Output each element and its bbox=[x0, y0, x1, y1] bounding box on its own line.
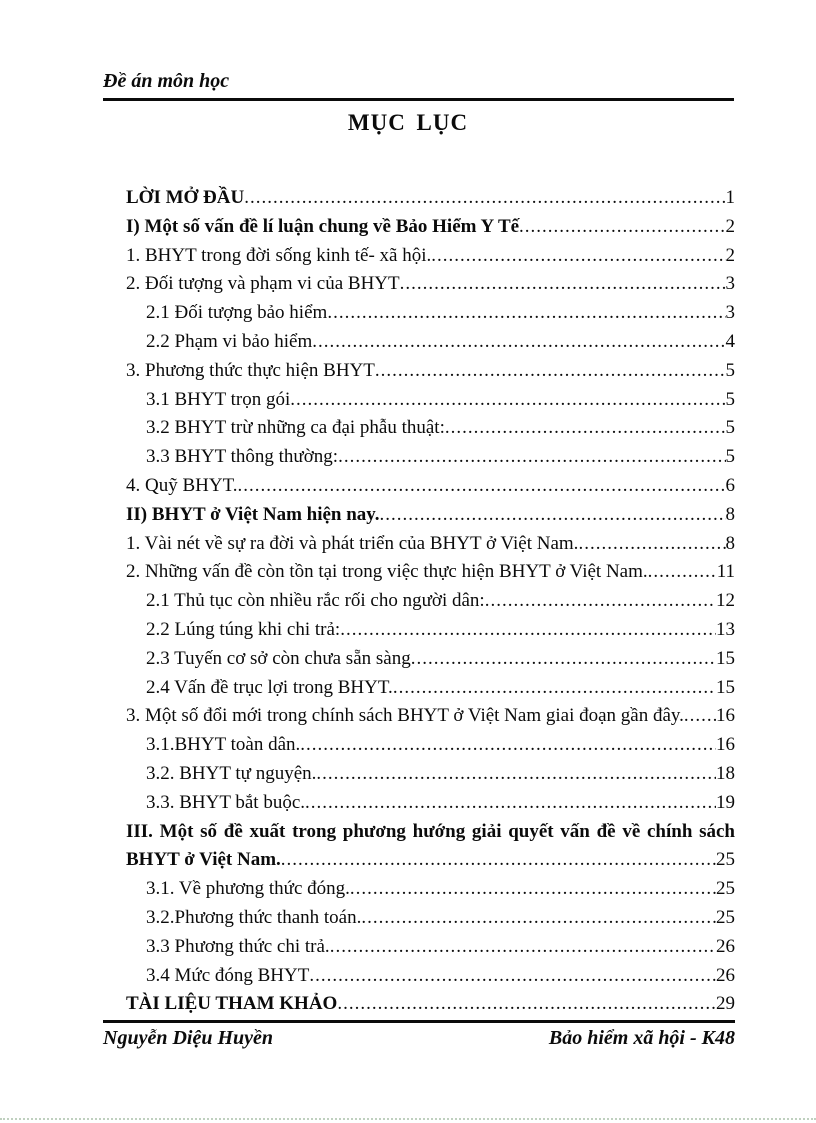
toc-entry bbox=[126, 702, 735, 731]
toc-page-number: 25 bbox=[716, 878, 735, 900]
toc-dot-leader bbox=[350, 875, 716, 904]
toc-dot-leader bbox=[380, 501, 726, 530]
toc-page-number: 26 bbox=[716, 964, 735, 986]
toc-entry bbox=[126, 789, 735, 818]
toc-page-number: 1 bbox=[725, 187, 735, 208]
toc-dot-leader bbox=[244, 184, 725, 213]
toc-entry bbox=[126, 242, 735, 271]
page-footer bbox=[103, 1020, 735, 1050]
toc-dot-leader bbox=[445, 414, 726, 443]
toc-page-number: 15 bbox=[716, 676, 735, 698]
toc-dot-leader bbox=[648, 558, 717, 587]
toc-entry bbox=[126, 933, 735, 962]
toc-page-number: 8 bbox=[725, 532, 735, 554]
toc-page-number: 12 bbox=[716, 590, 735, 612]
toc-entry-label: 3.2. BHYT tự nguyện. bbox=[146, 762, 317, 784]
toc-page-number: 8 bbox=[725, 503, 735, 525]
toc-page-number: 2 bbox=[725, 215, 735, 237]
toc-entry bbox=[126, 904, 735, 933]
toc-dot-leader bbox=[312, 328, 725, 357]
toc-dot-leader bbox=[300, 731, 716, 760]
toc-page-number: 5 bbox=[725, 417, 735, 439]
toc-page-number: 15 bbox=[716, 647, 735, 669]
toc-dot-leader bbox=[340, 616, 716, 645]
toc-page-number: 25 bbox=[716, 906, 735, 928]
toc-entry-label: 4. Quỹ BHYT. bbox=[126, 474, 238, 496]
toc-page-number: 25 bbox=[716, 849, 735, 871]
toc-entry-label: 2. Đối tượng và phạm vi của BHYT bbox=[126, 273, 400, 295]
toc-entry-label: 3.3. BHYT bắt buộc. bbox=[146, 791, 306, 813]
toc-entry bbox=[126, 616, 735, 645]
toc-page-number: 4 bbox=[725, 330, 735, 352]
toc-entry-label: 3.1 BHYT trọn gói bbox=[146, 388, 291, 410]
toc-entry bbox=[126, 731, 735, 760]
toc-entry-label: 3.2.Phương thức thanh toán. bbox=[146, 906, 362, 928]
toc-page-number: 19 bbox=[716, 791, 735, 813]
toc-entry-label: LỜI MỞ ĐẦU bbox=[126, 187, 245, 208]
toc-page-number: 16 bbox=[716, 734, 735, 756]
toc-entry-label: 1. Vài nét về sự ra đời và phát triển của BHYT ở Việt Nam. bbox=[126, 532, 579, 554]
toc-entry bbox=[126, 587, 735, 616]
toc-entry-label: II) BHYT ở Việt Nam hiện nay. bbox=[126, 503, 380, 525]
toc-entry-label: 2.4 Vấn đề trục lợi trong BHYT. bbox=[146, 676, 393, 698]
toc-dot-leader bbox=[305, 789, 716, 818]
toc-entry-label: 3.3 Phương thức chi trả. bbox=[146, 935, 330, 957]
toc-entry-label: 3.1. Về phương thức đóng. bbox=[146, 878, 350, 900]
toc-entry bbox=[126, 501, 735, 530]
toc-entry bbox=[126, 875, 735, 904]
toc-entry-label: TÀI LIỆU THAM KHẢO bbox=[126, 993, 338, 1015]
toc-page-number: 13 bbox=[716, 618, 735, 640]
toc-entry-label: 3.4 Mức đóng BHYT bbox=[146, 964, 310, 986]
page-boundary-dotted-line bbox=[0, 1118, 816, 1120]
toc-entry-label: 1. BHYT trong đời sống kinh tế- xã hội. bbox=[126, 244, 432, 266]
toc-dot-leader bbox=[290, 386, 725, 415]
toc-dot-leader bbox=[238, 472, 726, 501]
table-of-contents bbox=[126, 184, 735, 1019]
toc-page-number: 3 bbox=[725, 302, 735, 324]
toc-entry bbox=[126, 270, 735, 299]
toc-entry bbox=[126, 472, 735, 501]
toc-entry-label: 2.1 Thủ tục còn nhiều rắc rối cho người dân: bbox=[146, 590, 485, 612]
toc-dot-leader bbox=[338, 443, 725, 472]
toc-entry-label: 3.1.BHYT toàn dân. bbox=[146, 734, 301, 756]
toc-dot-leader bbox=[578, 530, 725, 559]
toc-dot-leader bbox=[684, 702, 716, 731]
toc-entry bbox=[126, 645, 735, 674]
toc-page-number: 18 bbox=[716, 762, 735, 784]
toc-page-number: 3 bbox=[725, 273, 735, 295]
header-course-label: Đề án môn học bbox=[103, 70, 230, 92]
page-header bbox=[103, 70, 734, 101]
toc-entry bbox=[126, 357, 735, 386]
toc-entry bbox=[126, 386, 735, 415]
toc-entry-label: 3. Phương thức thực hiện BHYT bbox=[126, 359, 375, 381]
toc-entry-label: I) Một số vấn đề lí luận chung về Bảo Hiểm Y Tế bbox=[126, 215, 520, 237]
toc-page-number: 5 bbox=[725, 446, 735, 468]
toc-entry-label: 3. Một số đổi mới trong chính sách BHYT ở Việt Nam giai đoạn gần đây. bbox=[126, 705, 684, 727]
toc-dot-leader bbox=[327, 299, 725, 328]
toc-entry bbox=[126, 558, 735, 587]
toc-entry bbox=[126, 530, 735, 559]
toc-entry bbox=[126, 328, 735, 357]
toc-dot-leader bbox=[411, 645, 716, 674]
toc-entry-label: BHYT ở Việt Nam. bbox=[126, 849, 281, 871]
toc-page-number: 5 bbox=[725, 388, 735, 410]
toc-entry bbox=[126, 184, 735, 213]
toc-dot-leader bbox=[281, 846, 716, 875]
toc-entry-label: 2.2 Lúng túng khi chi trả: bbox=[146, 618, 341, 640]
toc-page-number: 26 bbox=[716, 935, 735, 957]
toc-dot-leader bbox=[361, 904, 716, 933]
toc-dot-leader bbox=[519, 213, 725, 242]
toc-page-number: 5 bbox=[725, 359, 735, 381]
toc-dot-leader bbox=[337, 990, 716, 1019]
toc-entry bbox=[126, 213, 735, 242]
toc-dot-leader bbox=[485, 587, 716, 616]
toc-entry-label: 3.3 BHYT thông thường: bbox=[146, 446, 339, 468]
toc-entry bbox=[126, 760, 735, 789]
toc-entry bbox=[126, 443, 735, 472]
toc-entry bbox=[126, 846, 735, 875]
toc-dot-leader bbox=[316, 760, 716, 789]
toc-dot-leader bbox=[309, 962, 716, 991]
toc-page-number: 2 bbox=[725, 244, 735, 266]
toc-page-number: 29 bbox=[716, 993, 735, 1015]
footer-author: Nguyễn Diệu Huyền bbox=[103, 1027, 273, 1049]
toc-page-number: 6 bbox=[725, 474, 735, 496]
toc-dot-leader bbox=[393, 674, 716, 703]
toc-entry-label: III. Một số đề xuất trong phương hướng giải quyết vấn đề về chính sách bbox=[126, 820, 735, 842]
toc-entry bbox=[126, 674, 735, 703]
toc-dot-leader bbox=[400, 270, 726, 299]
toc-dot-leader bbox=[431, 242, 725, 271]
page-title: MỤC LỤC bbox=[347, 110, 469, 135]
toc-entry bbox=[126, 990, 735, 1019]
toc-dot-leader bbox=[330, 933, 716, 962]
footer-class: Bảo hiểm xã hội - K48 bbox=[548, 1027, 735, 1049]
toc-entry-label: 2.1 Đối tượng bảo hiểm bbox=[146, 302, 328, 324]
toc-entry bbox=[126, 414, 735, 443]
toc-entry bbox=[126, 962, 735, 991]
toc-page-number: 16 bbox=[716, 705, 735, 727]
toc-entry-label: 3.2 BHYT trừ những ca đại phẫu thuật: bbox=[146, 417, 445, 439]
toc-dot-leader bbox=[375, 357, 726, 386]
toc-entry-label: 2.2 Phạm vi bảo hiểm bbox=[146, 330, 313, 352]
toc-entry bbox=[126, 818, 735, 847]
toc-entry bbox=[126, 299, 735, 328]
toc-entry-label: 2.3 Tuyến cơ sở còn chưa sẵn sàng bbox=[146, 647, 411, 669]
toc-entry-label: 2. Những vấn đề còn tồn tại trong việc thực hiện BHYT ở Việt Nam. bbox=[126, 561, 648, 583]
toc-page-number: 11 bbox=[716, 561, 735, 583]
